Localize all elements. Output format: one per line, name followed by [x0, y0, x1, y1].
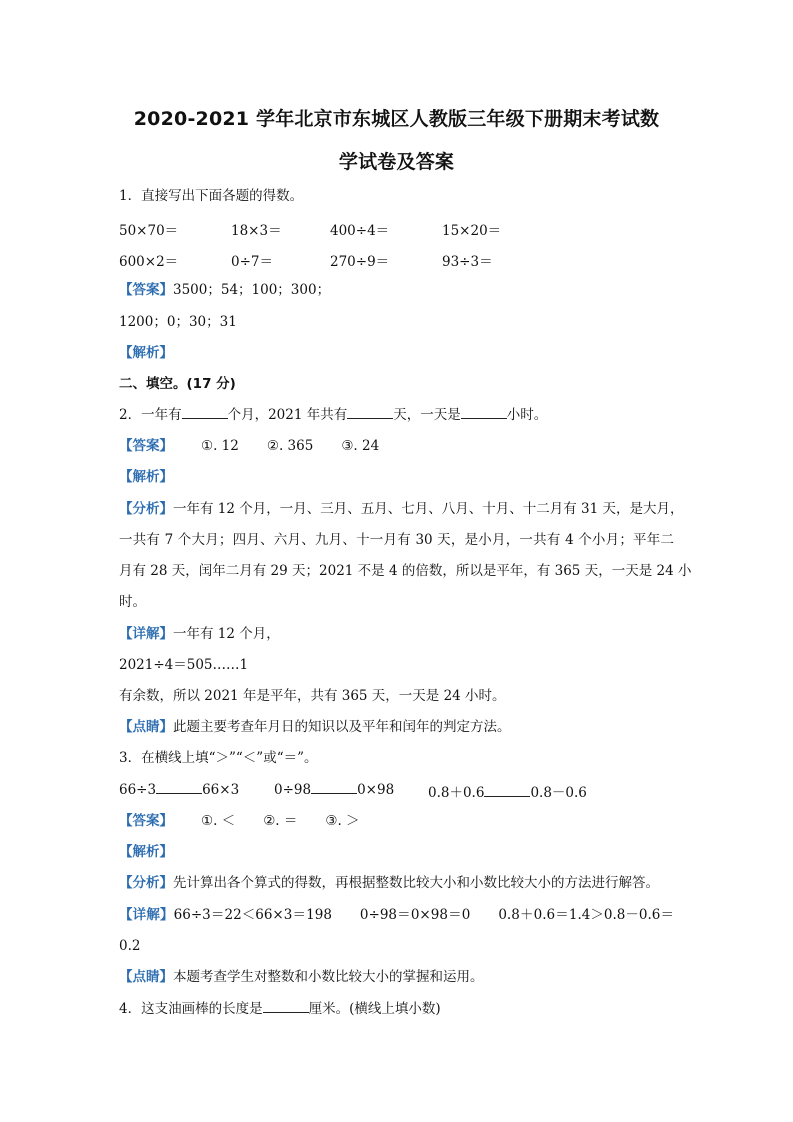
- answer-blank: [182, 406, 228, 419]
- q2-fenxi-line-1: [119, 500, 684, 518]
- answer-item: ③. 24: [341, 438, 380, 454]
- xiangjie-part: 0.8＋0.6＝1.4＞0.8－0.6＝: [498, 907, 674, 923]
- q3-dianjing: [119, 968, 484, 986]
- q3-comparison-item: 0.8＋0.6 0.8－0.6: [428, 785, 587, 801]
- q3-comparison-item: 66÷3 66×3: [119, 782, 240, 798]
- q4-prompt: [119, 1000, 441, 1018]
- q1-analysis-tag: 【解析】: [119, 345, 173, 361]
- q1-item: 400÷4＝: [330, 223, 390, 239]
- fenxi-tag: 【分析】: [119, 875, 173, 891]
- q1-item: 50×70＝: [119, 223, 179, 239]
- dianjing-text: 本题考查学生对整数和小数比较大小的掌握和运用。: [173, 969, 484, 985]
- xiangjie-tag: 【详解】: [119, 907, 174, 923]
- dianjing-text: 此题主要考查年月日的知识以及平年和闰年的判定方法。: [173, 719, 511, 735]
- q2-fenxi-line-2: 一共有 7 个大月；四月、六月、九月、十一月有 30 天，是小月，一共有 4 个小月；平年二: [119, 532, 674, 548]
- q3-prompt: 3．在横线上填“＞”“＜”或“＝”。: [119, 750, 318, 766]
- answer-item: ②. ＝: [263, 813, 298, 829]
- answer-blank: [156, 781, 202, 794]
- q2-fenxi-line-3: 月有 28 天，闰年二月有 29 天；2021 不是 4 的倍数，所以是平年，有 365 天，一天是 24 小: [119, 563, 692, 579]
- answer-item: ③. ＞: [325, 813, 360, 829]
- q3-analysis-tag: 【解析】: [119, 844, 173, 860]
- answer-item: ②. 365: [266, 438, 314, 454]
- q1-item: 600×2＝: [119, 254, 179, 270]
- q3-xiangjie-line-2: 0.2: [119, 938, 141, 954]
- q1-item: 15×20＝: [442, 223, 502, 239]
- q1-prompt: 1．直接写出下面各题的得数。: [119, 188, 304, 204]
- q2-prompt-part: 天，一天是: [393, 407, 461, 423]
- q4-prompt-part: 厘米。(横线上填小数): [308, 1001, 441, 1017]
- q1-item: 93÷3＝: [442, 254, 493, 270]
- fenxi-tag: 【分析】: [119, 501, 173, 517]
- q1-item: 270÷9＝: [330, 254, 390, 270]
- q2-prompt-part: 个月，2021 年共有: [227, 407, 348, 423]
- answer-blank: [347, 406, 393, 419]
- answer-tag: 【答案】: [119, 438, 173, 454]
- q4-prompt-part: 4．这支油画棒的长度是: [119, 1001, 263, 1017]
- q2-xiangjie-line-2: 2021÷4＝505……1: [119, 657, 249, 673]
- q2-answer: [119, 437, 379, 455]
- document-title-line-1: 2020-2021 学年北京市东城区人教版三年级下册期末考试数: [133, 108, 660, 130]
- q1-item: 0÷7＝: [231, 254, 273, 270]
- q3-comparison-item: 0÷98 0×98: [274, 782, 395, 798]
- xiangjie-tag: 【详解】: [119, 626, 173, 642]
- q2-dianjing: [119, 718, 511, 736]
- q2-xiangjie: [119, 625, 280, 643]
- answer-item: ①. 12: [201, 438, 239, 454]
- answer-item: ①. ＜: [201, 813, 236, 829]
- q1-answer-line-2: 1200；0；30；31: [119, 314, 237, 330]
- q3-xiangjie: [119, 906, 674, 924]
- answer-blank: [484, 784, 530, 797]
- answer-tag: 【答案】: [119, 813, 173, 829]
- answer-tag: 【答案】: [119, 282, 173, 298]
- q1-item: 18×3＝: [231, 223, 282, 239]
- xiangjie-part: 66÷3＝22＜66×3＝198: [173, 907, 332, 923]
- q2-analysis-tag: 【解析】: [119, 469, 173, 485]
- dianjing-tag: 【点睛】: [119, 969, 173, 985]
- q2-xiangjie-line-3: 有余数，所以 2021 年是平年，共有 365 天，一天是 24 小时。: [119, 688, 506, 704]
- section-2-heading: 二、填空。(17 分): [119, 376, 236, 392]
- q3-fenxi: [119, 874, 659, 892]
- q2-prompt: [119, 406, 547, 424]
- xiangjie-part: 0÷98＝0×98＝0: [359, 907, 471, 923]
- document-title-line-2: 学试卷及答案: [338, 151, 455, 173]
- xiangjie-text: 一年有 12 个月，: [173, 626, 280, 642]
- fenxi-text: 一年有 12 个月，一月、三月、五月、七月、八月、十月、十二月有 31 天，是大月，: [173, 501, 684, 517]
- dianjing-tag: 【点睛】: [119, 719, 173, 735]
- q2-fenxi-line-4: 时。: [119, 594, 146, 610]
- q2-prompt-part: 小时。: [506, 407, 548, 423]
- fenxi-text: 先计算出各个算式的得数，再根据整数比较大小和小数比较大小的方法进行解答。: [173, 875, 659, 891]
- answer-blank: [311, 781, 357, 794]
- answer-blank: [263, 1000, 309, 1013]
- q1-answer: [119, 281, 330, 299]
- answer-blank: [461, 406, 507, 419]
- q2-prompt-part: 2．一年有: [119, 407, 182, 423]
- q3-answer: [119, 812, 360, 830]
- answer-text: 3500；54；100；300；: [173, 282, 331, 298]
